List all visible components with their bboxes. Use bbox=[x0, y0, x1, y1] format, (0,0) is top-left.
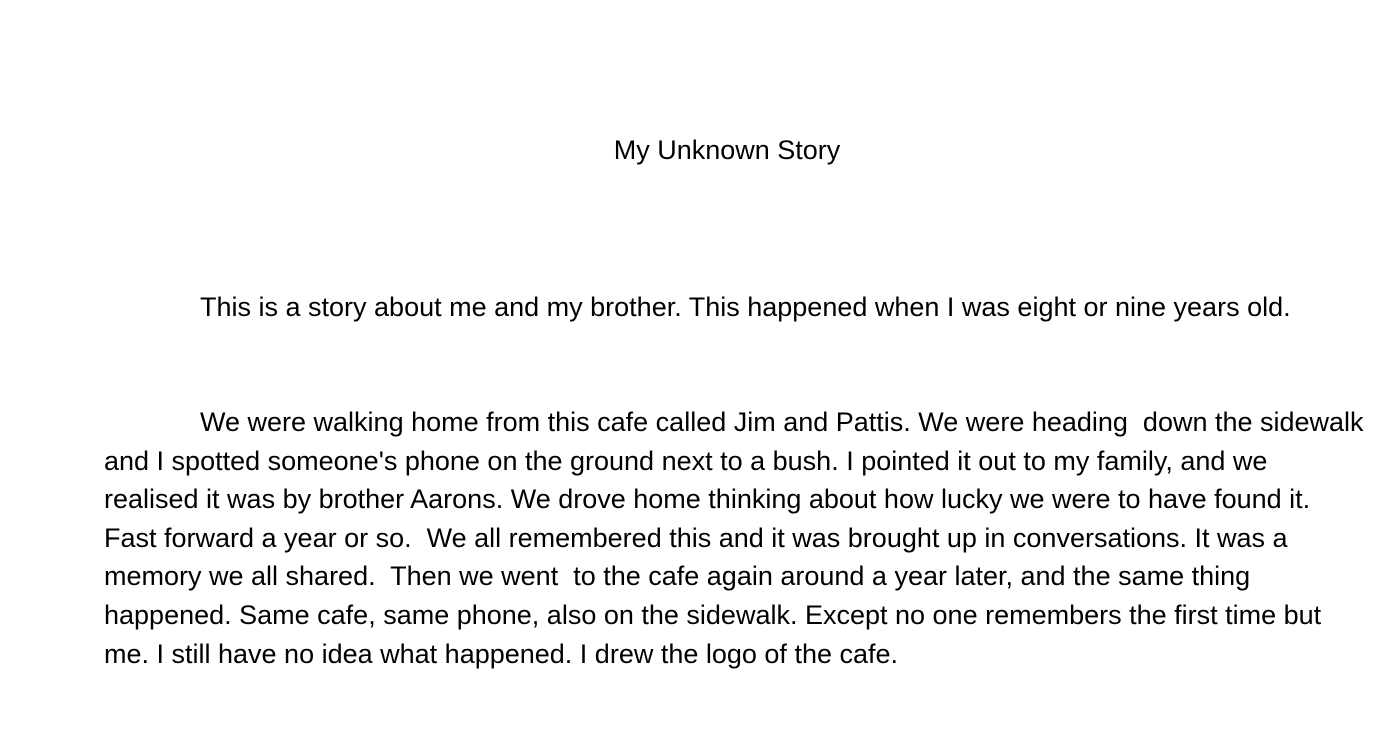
paragraph-2-text: We were walking home from this cafe called Jim and Pattis. We were heading down the sidewalk and I spotted someone's phone on the ground next to a bush. I pointed it out to my family, and we realised it was by brother Aarons. We drove home thinking about how lucky we were to have found it. Fast forward a year or so. We all remembered this and it was brought up in conversations. It was a memory we all shared. Then we went to the cafe again around a year later, and the same thing happened. Same cafe, same phone, also on the sidewalk. Except no one remembers the first time but me. I still have no idea what happened. I drew the logo of the cafe. bbox=[104, 407, 1379, 669]
paragraph-2 bbox=[104, 403, 1379, 673]
document-title: My Unknown Story bbox=[613, 135, 841, 165]
paragraph-1 bbox=[104, 288, 1366, 327]
paragraph-1-text: This is a story about me and my brother. This happened when I was eight or nine years old. bbox=[200, 292, 1291, 322]
